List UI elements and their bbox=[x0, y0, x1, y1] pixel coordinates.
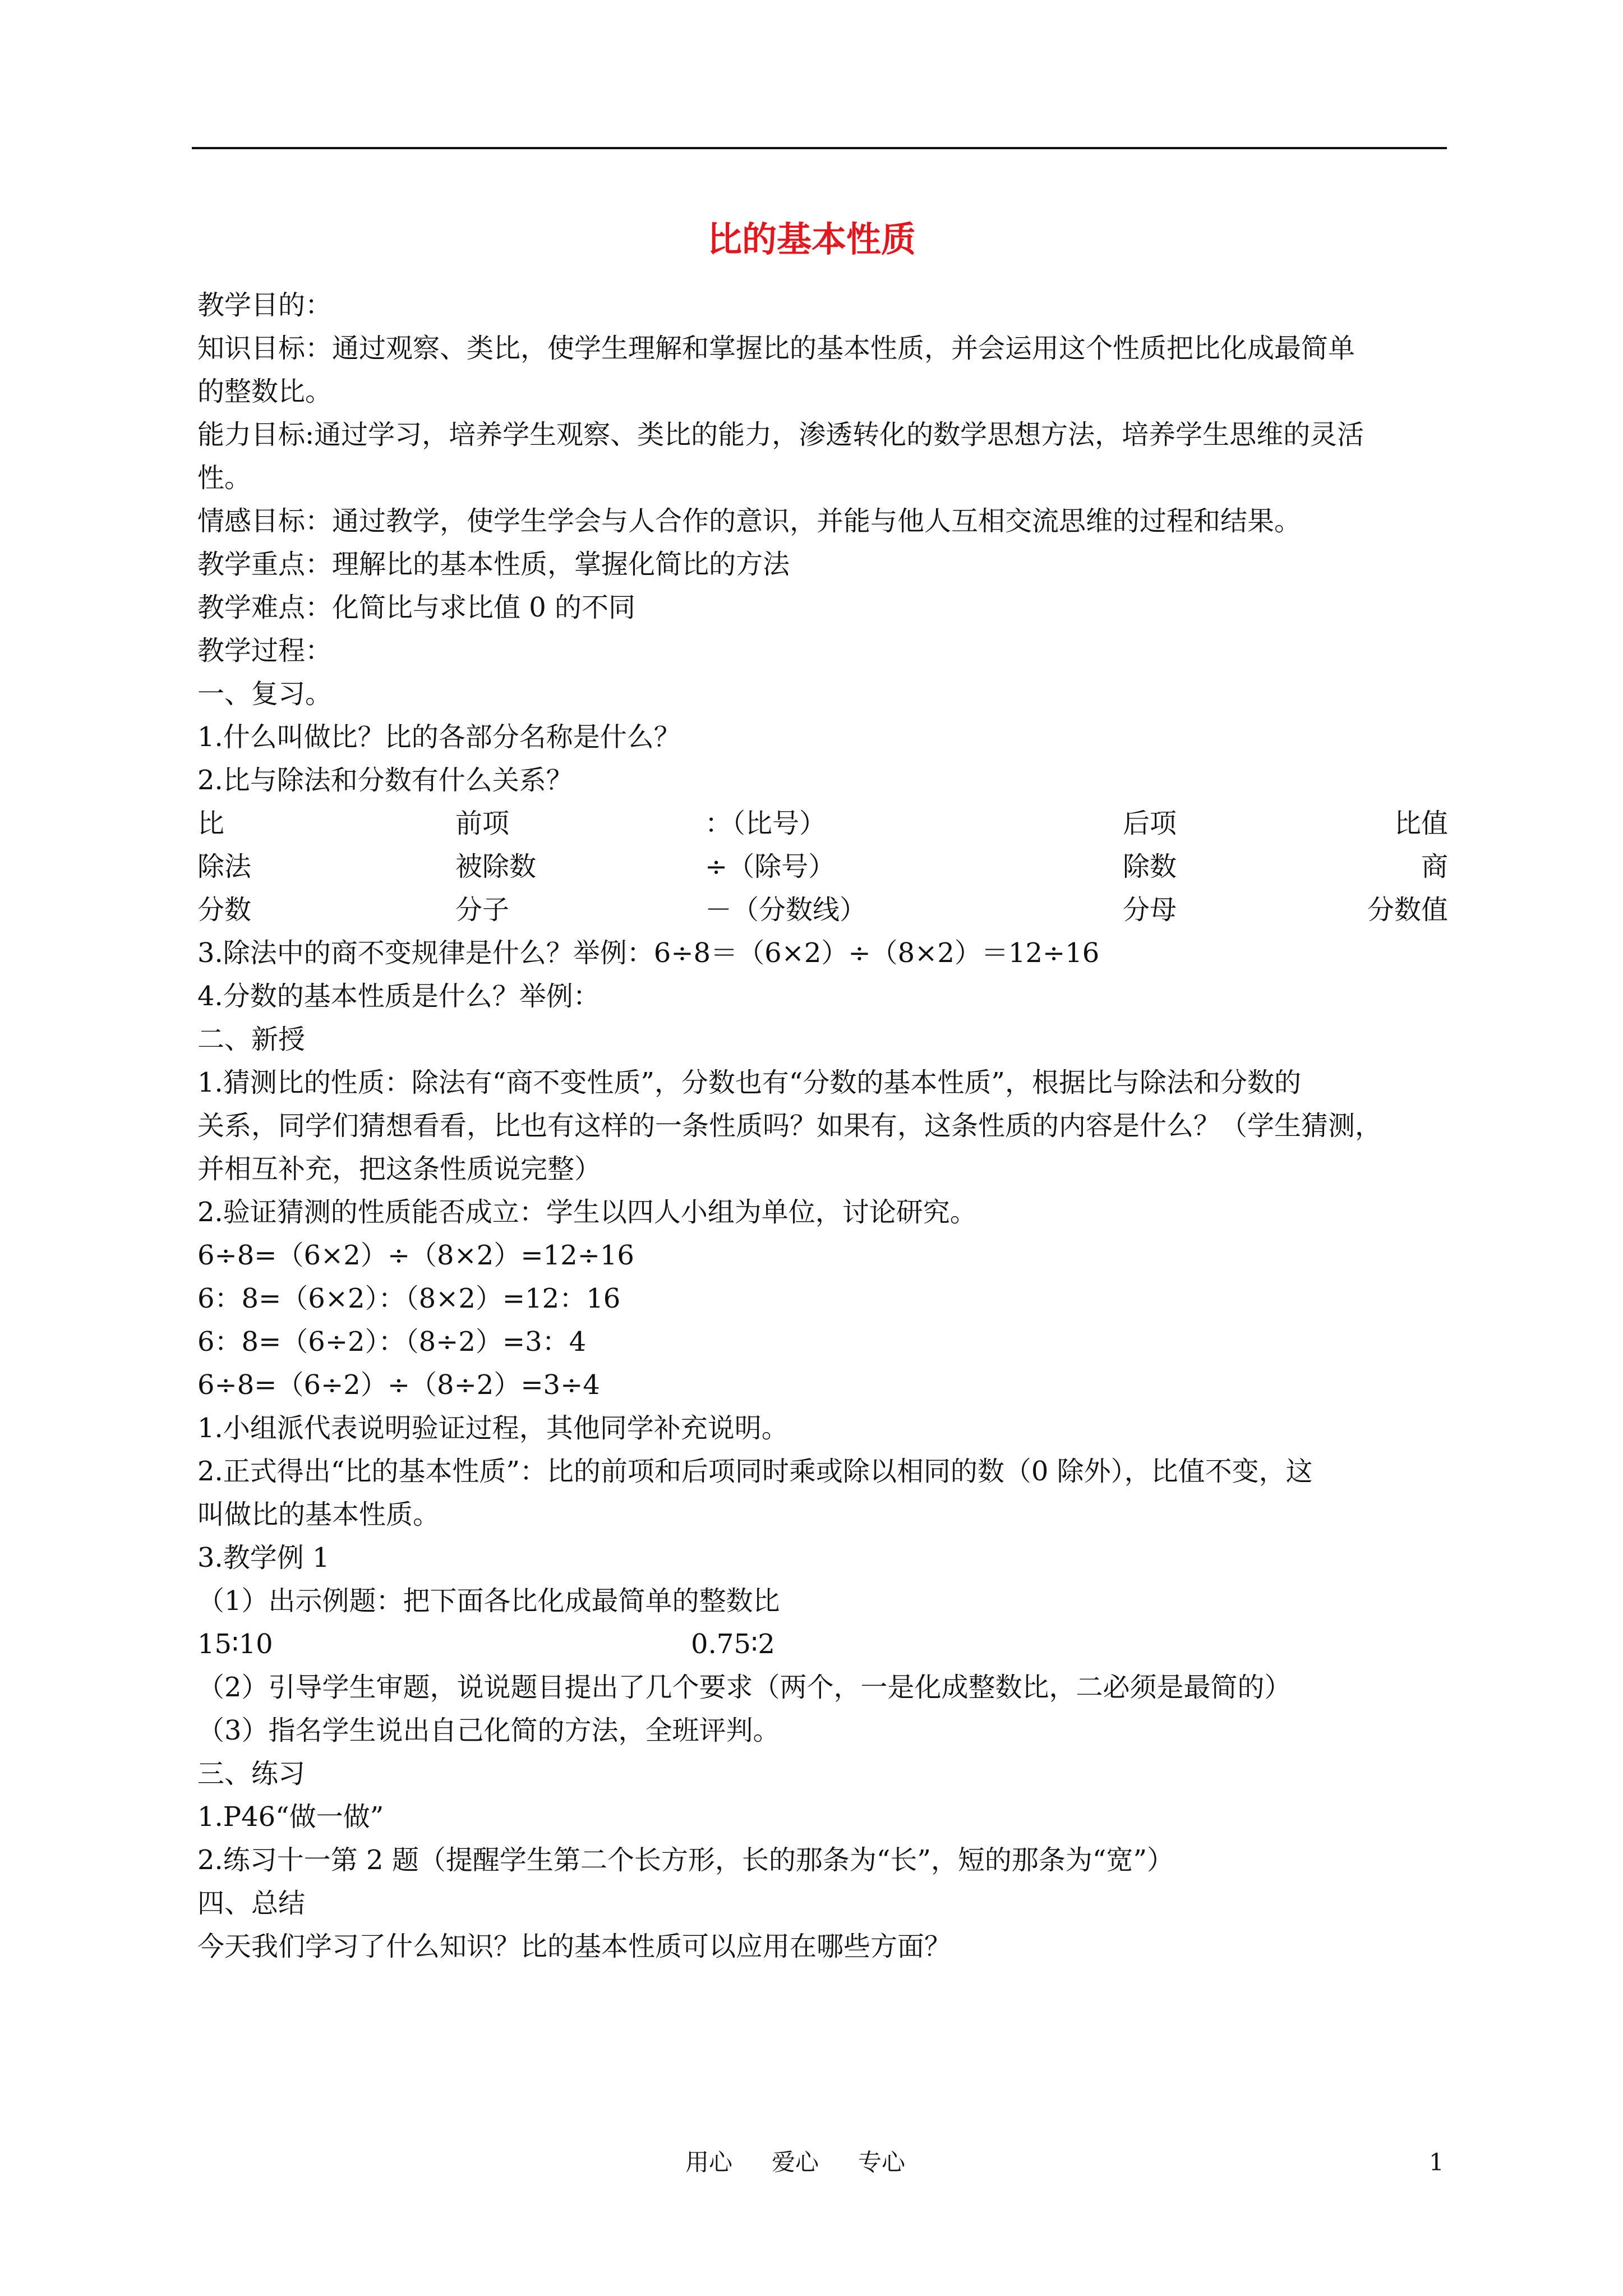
relation-row bbox=[197, 889, 1448, 932]
relation-cell: －（分数线） bbox=[705, 894, 867, 926]
relation-cell: ÷（除号） bbox=[705, 851, 836, 882]
text-line: 6÷8=（6÷2）÷（8÷2）=3÷4 bbox=[197, 1369, 600, 1401]
relation-row bbox=[197, 802, 1448, 845]
text-line: 2.练习十一第 2 题（提醒学生第二个长方形，长的那条为“长”，短的那条为“宽”） bbox=[197, 1844, 1174, 1876]
relation-cell: 比 bbox=[197, 808, 225, 839]
text-line: 2.比与除法和分数有什么关系？ bbox=[197, 765, 573, 796]
text-line: 叫做比的基本性质。 bbox=[197, 1499, 440, 1530]
text-line: 一、复习。 bbox=[197, 678, 333, 710]
example-row bbox=[197, 1623, 1448, 1666]
text-line: 并相互补充，把这条性质说完整） bbox=[197, 1153, 602, 1185]
relation-cell: 被除数 bbox=[455, 851, 537, 882]
text-line: 情感目标：通过教学，使学生学会与人合作的意识，并能与他人互相交流思维的过程和结果。 bbox=[197, 505, 1302, 537]
text-line: （2）引导学生审题，说说题目提出了几个要求（两个，一是化成整数比，二必须是最简的） bbox=[197, 1672, 1292, 1703]
relation-cell: ：（比号） bbox=[705, 808, 827, 839]
relation-cell: 分数 bbox=[197, 894, 252, 926]
text-line: 2.验证猜测的性质能否成立：学生以四人小组为单位，讨论研究。 bbox=[197, 1197, 977, 1228]
text-line: 4.分数的基本性质是什么？举例： bbox=[197, 981, 600, 1012]
relation-cell: 商 bbox=[1421, 851, 1448, 882]
relation-cell: 分母 bbox=[1123, 894, 1177, 926]
section-new-lesson bbox=[197, 932, 1448, 1623]
text-line: （1）出示例题：把下面各比化成最简单的整数比 bbox=[197, 1585, 780, 1617]
example-ratio-2: 0.75∶2 bbox=[691, 1628, 775, 1660]
text-line: 教学目的： bbox=[197, 289, 333, 321]
footer-motto bbox=[685, 2146, 944, 2179]
footer-motto-2: 爱心 bbox=[772, 2148, 819, 2176]
text-line: 知识目标：通过观察、类比，使学生理解和掌握比的基本性质，并会运用这个性质把比化成最简单 bbox=[197, 333, 1355, 364]
text-line: 教学重点：理解比的基本性质，掌握化简比的方法 bbox=[197, 549, 790, 580]
text-line: 能力目标:通过学习，培养学生观察、类比的能力，渗透转化的数学思想方法，培养学生思维的灵活 bbox=[197, 419, 1364, 450]
text-line: 1.小组派代表说明验证过程，其他同学补充说明。 bbox=[197, 1412, 789, 1444]
relation-table bbox=[197, 802, 1448, 932]
text-line: 今天我们学习了什么知识？比的基本性质可以应用在哪些方面？ bbox=[197, 1931, 952, 1962]
relation-cell: 前项 bbox=[455, 808, 510, 839]
relation-cell: 分数值 bbox=[1367, 894, 1448, 926]
text-line: 的整数比。 bbox=[197, 376, 333, 407]
text-line: 3.教学例 1 bbox=[197, 1542, 330, 1573]
text-line: 教学难点：化简比与求比值 0 的不同 bbox=[197, 592, 636, 623]
text-line: 6÷8=（6×2）÷（8×2）=12÷16 bbox=[197, 1240, 634, 1271]
text-line: 6：8=（6÷2）：（8÷2）=3：4 bbox=[197, 1326, 587, 1358]
text-line: 2.正式得出“比的基本性质”：比的前项和后项同时乘或除以相同的数（0 除外），比值不变，这 bbox=[197, 1456, 1313, 1487]
text-line: 性。 bbox=[197, 462, 252, 494]
document-body bbox=[197, 284, 1448, 1968]
footer-motto-3: 专心 bbox=[858, 2148, 906, 2176]
text-line: 1.猜测比的性质：除法有“商不变性质”，分数也有“分数的基本性质”，根据比与除法和分数的 bbox=[197, 1067, 1301, 1098]
header-rule bbox=[192, 147, 1447, 149]
text-line: 四、总结 bbox=[197, 1888, 306, 1919]
text-line: 6：8=（6×2）：（8×2）=12：16 bbox=[197, 1283, 621, 1314]
section-objectives bbox=[197, 284, 1448, 802]
text-line: 三、练习 bbox=[197, 1758, 306, 1789]
relation-cell: 比值 bbox=[1394, 808, 1448, 839]
page-number: 1 bbox=[1429, 2148, 1444, 2176]
relation-cell: 后项 bbox=[1123, 808, 1177, 839]
text-line: 1.P46“做一做” bbox=[197, 1801, 384, 1833]
footer-motto-1: 用心 bbox=[685, 2148, 733, 2176]
relation-cell: 除数 bbox=[1123, 851, 1177, 882]
text-line: （3）指名学生说出自己化简的方法，全班评判。 bbox=[197, 1715, 780, 1746]
relation-cell: 除法 bbox=[197, 851, 252, 882]
text-line: 1.什么叫做比？比的各部分名称是什么？ bbox=[197, 721, 681, 753]
page-title: 比的基本性质 bbox=[707, 219, 916, 260]
text-line: 教学过程： bbox=[197, 635, 333, 666]
relation-cell: 分子 bbox=[455, 894, 510, 926]
example-ratio-1: 15∶10 bbox=[197, 1628, 273, 1660]
text-line: 关系，同学们猜想看看，比也有这样的一条性质吗？如果有，这条性质的内容是什么？（学生猜测， bbox=[197, 1110, 1382, 1142]
relation-row bbox=[197, 845, 1448, 889]
section-practice-summary bbox=[197, 1666, 1448, 1968]
text-line: 二、新授 bbox=[197, 1024, 306, 1055]
text-line: 3.除法中的商不变规律是什么？举例：6÷8＝（6×2）÷（8×2）＝12÷16 bbox=[197, 937, 1100, 969]
